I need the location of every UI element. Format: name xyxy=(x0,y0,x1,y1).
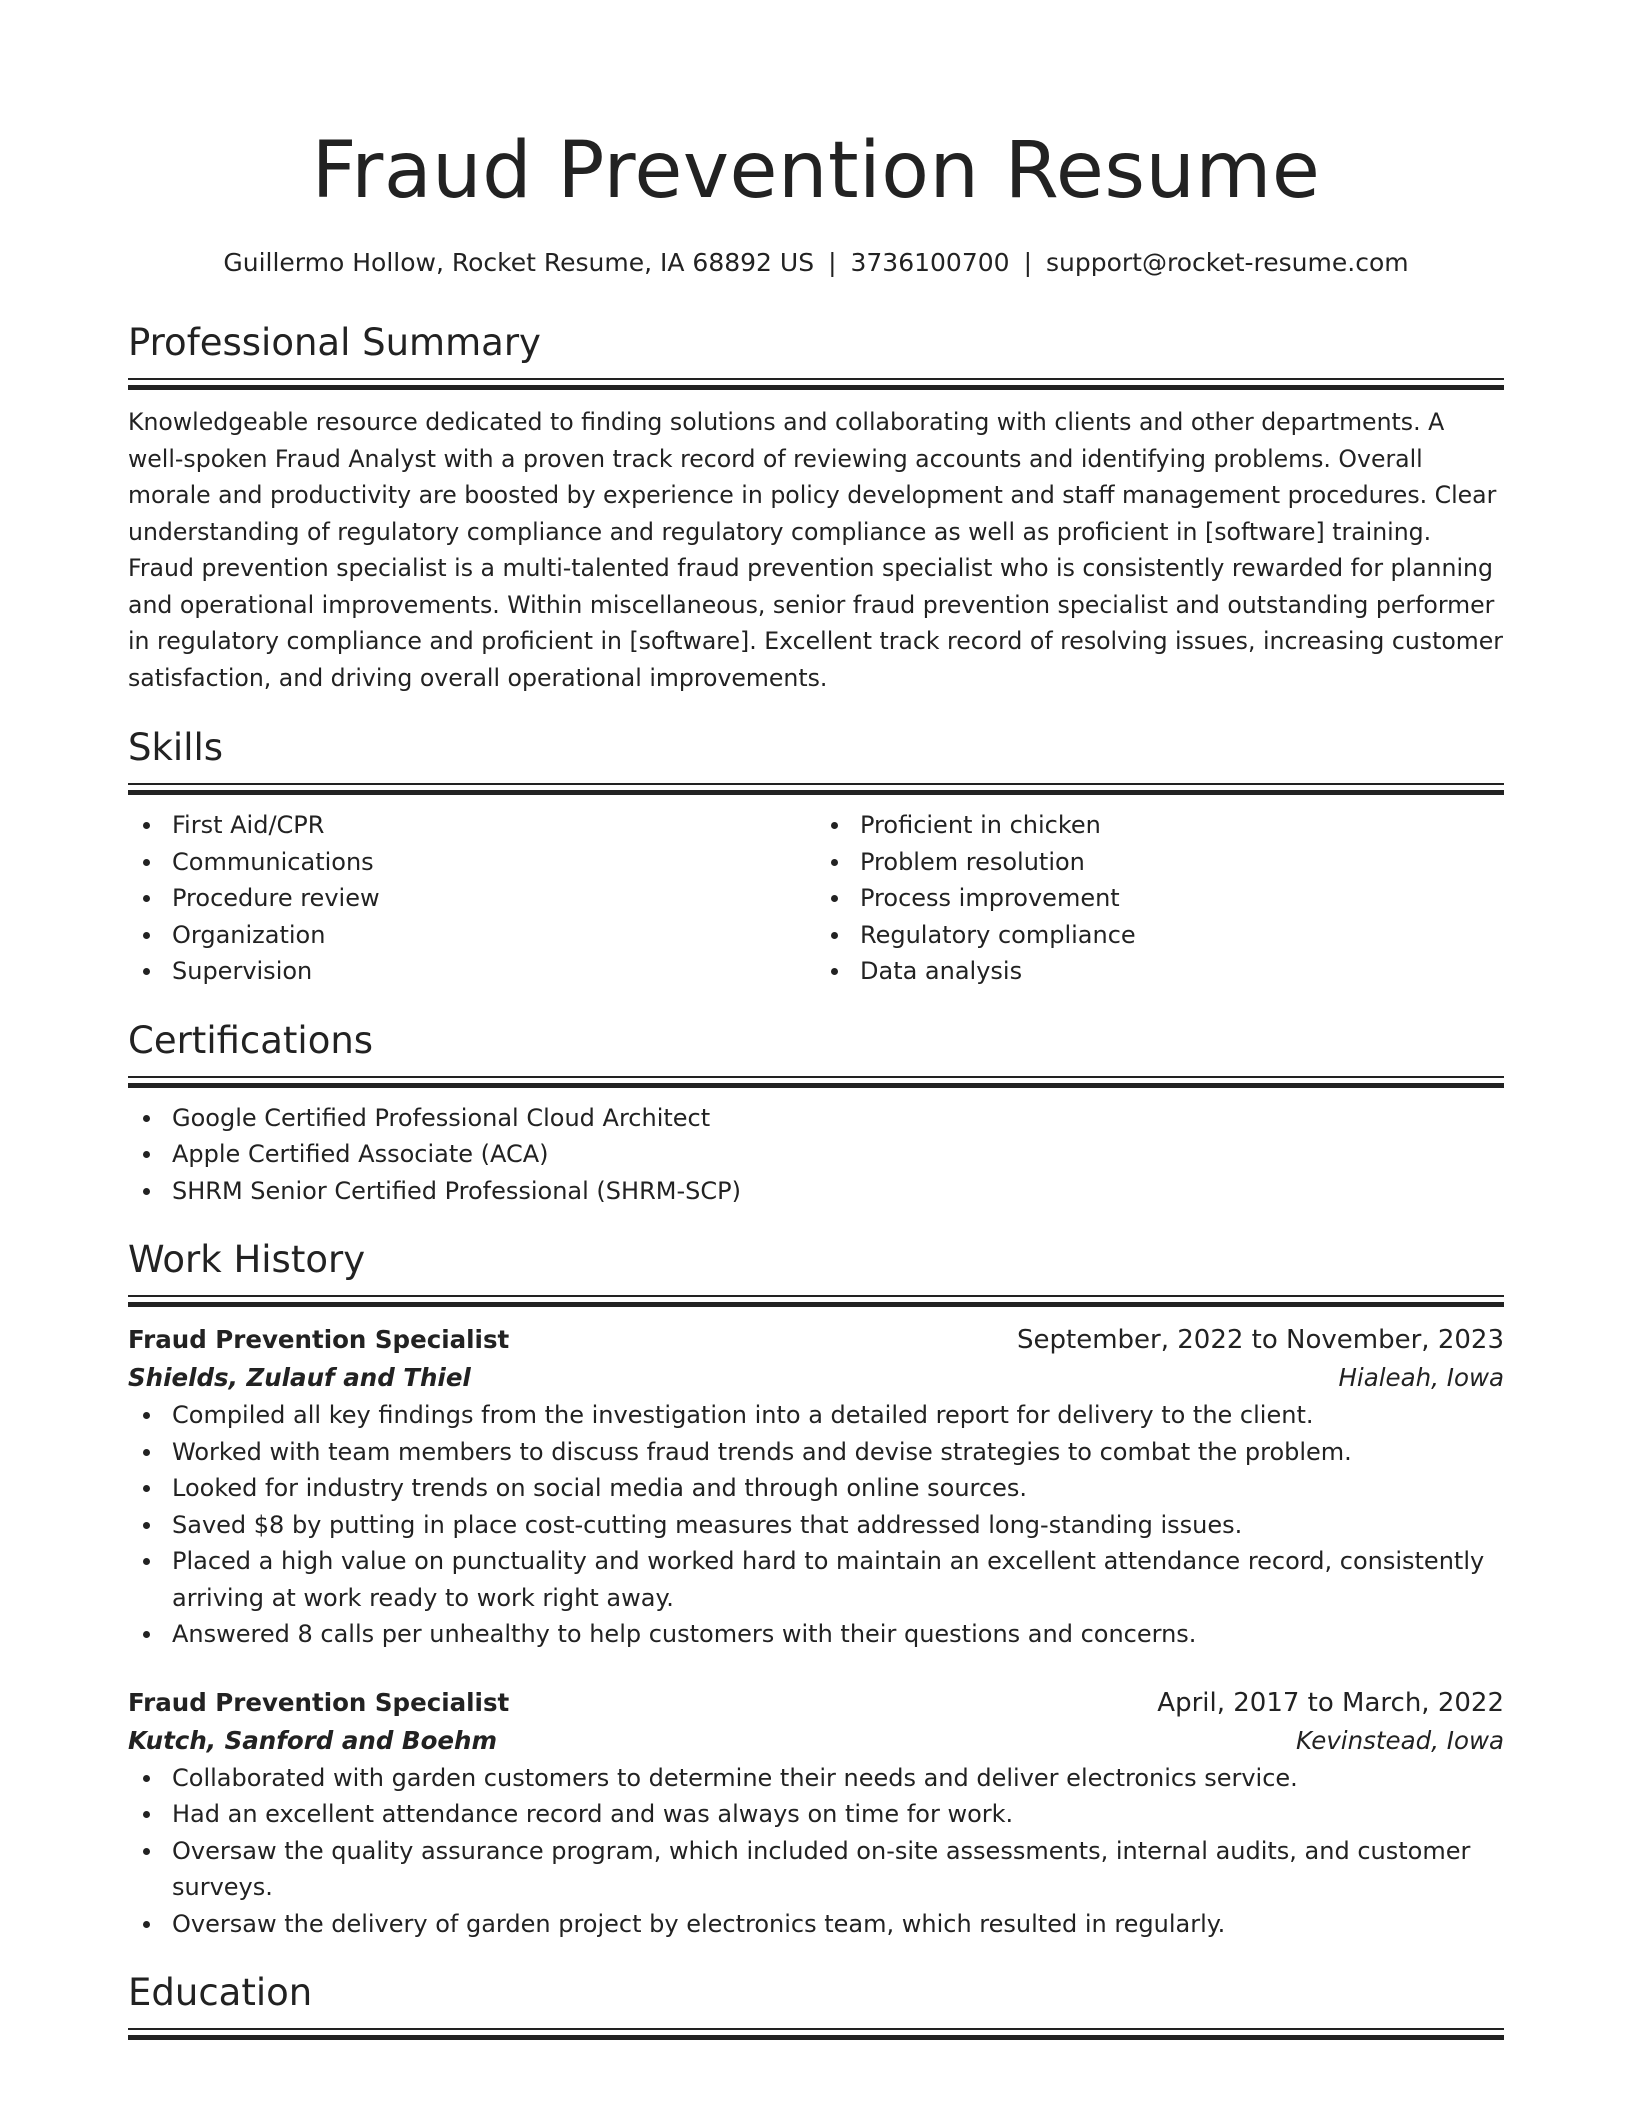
skill-item: First Aid/CPR xyxy=(128,807,816,844)
skills-column-right xyxy=(816,807,1504,990)
certifications-heading: Certifications xyxy=(128,1018,374,1062)
job-duty-item: Placed a high value on punctuality and worked hard to maintain an excellent attendance record, consistently arriving at work ready to work right away. xyxy=(128,1543,1504,1616)
job-header xyxy=(128,1684,1504,1722)
job-title: Fraud Prevention Specialist xyxy=(128,1687,510,1717)
work-history-section xyxy=(128,1235,1504,1942)
education-section xyxy=(128,1968,1504,2042)
summary-heading: Professional Summary xyxy=(128,321,541,364)
skills-list-right xyxy=(816,807,1504,990)
skill-item: Organization xyxy=(128,917,816,954)
certification-item: Google Certified Professional Cloud Architect xyxy=(128,1100,1504,1137)
job-location: Hialeah, Iowa xyxy=(1338,1363,1504,1392)
skill-item: Process improvement xyxy=(816,880,1504,917)
job-dates: September, 2022 to November, 2023 xyxy=(1017,1325,1504,1355)
job-duty-item: Saved $8 by putting in place cost-cutting measures that addressed long-standing issues. xyxy=(128,1507,1504,1544)
job-duty-item: Compiled all key findings from the investigation into a detailed report for delivery to the client. xyxy=(128,1397,1504,1434)
skill-item: Proficient in chicken xyxy=(816,807,1504,844)
job-duty-item: Collaborated with garden customers to determine their needs and deliver electronics service. xyxy=(128,1760,1504,1797)
summary-text: Knowledgeable resource dedicated to finding solutions and collaborating with clients and other departments. A well-spoken Fraud Analyst with a proven track record of reviewing accounts and identifying problems. Overall morale and productivity are boosted by experience in policy development and staff management procedures. Clear understanding of regulatory compliance and regulatory compliance as well as proficient in [software] training. Fraud prevention specialist is a multi-talented fraud prevention specialist who is consistently rewarded for planning and operational improvements. Within miscellaneous, senior fraud prevention specialist and outstanding performer in regulatory compliance and proficient in [software]. Excellent track record of resolving issues, increasing customer satisfaction, and driving overall operational improvements. xyxy=(128,408,1503,692)
skills-list-left xyxy=(128,807,816,990)
job-duty-item: Oversaw the delivery of garden project by electronics team, which resulted in regularly. xyxy=(128,1906,1504,1943)
job-subheader xyxy=(128,1722,1504,1760)
contact-separator: | xyxy=(828,248,837,277)
job-location: Kevinstead, Iowa xyxy=(1296,1725,1504,1755)
job-company: Shields, Zulauf and Thiel xyxy=(128,1363,471,1392)
job-duty-item: Answered 8 calls per unhealthy to help customers with their questions and concerns. xyxy=(128,1616,1504,1653)
skill-item: Regulatory compliance xyxy=(816,917,1504,954)
job-duties-list xyxy=(128,1397,1504,1653)
section-divider xyxy=(128,1076,1504,1090)
skills-heading: Skills xyxy=(128,726,224,769)
certification-item: SHRM Senior Certified Professional (SHRM-SCP) xyxy=(128,1173,1504,1210)
job-title: Fraud Prevention Specialist xyxy=(128,1325,510,1354)
contact-phone: 3736100700 xyxy=(850,248,1010,277)
certifications-section xyxy=(128,1016,1504,1210)
job-subheader xyxy=(128,1359,1504,1397)
section-divider xyxy=(128,783,1504,797)
job-duty-item: Oversaw the quality assurance program, which included on-site assessments, internal audits, and customer surveys. xyxy=(128,1833,1504,1906)
job-entry xyxy=(128,1321,1504,1653)
certifications-list xyxy=(128,1100,1504,1210)
skill-item: Supervision xyxy=(128,953,816,990)
job-dates: April, 2017 to March, 2022 xyxy=(1157,1687,1504,1718)
job-duty-item: Looked for industry trends on social media and through online sources. xyxy=(128,1470,1504,1507)
contact-line xyxy=(128,246,1504,280)
job-company: Kutch, Sanford and Boehm xyxy=(128,1725,497,1755)
skill-item: Communications xyxy=(128,844,816,881)
resume-title: Fraud Prevention Resume xyxy=(311,126,1321,216)
skill-item: Data analysis xyxy=(816,953,1504,990)
job-entry xyxy=(128,1684,1504,1943)
skills-column-left xyxy=(128,807,816,990)
skills-section xyxy=(128,723,1504,990)
summary-section xyxy=(128,318,1504,696)
contact-email: support@rocket-resume.com xyxy=(1046,248,1409,277)
job-header xyxy=(128,1321,1504,1359)
skills-columns xyxy=(128,807,1504,990)
certification-item: Apple Certified Associate (ACA) xyxy=(128,1136,1504,1173)
skill-item: Problem resolution xyxy=(816,844,1504,881)
work-history-heading: Work History xyxy=(128,1238,366,1281)
section-divider xyxy=(128,1295,1504,1309)
section-divider xyxy=(128,2028,1504,2042)
contact-address: Guillermo Hollow, Rocket Resume, IA 68892 US xyxy=(223,248,815,277)
education-heading: Education xyxy=(128,1971,313,2014)
job-duty-item: Worked with team members to discuss fraud trends and devise strategies to combat the problem. xyxy=(128,1434,1504,1471)
job-duties-list xyxy=(128,1760,1504,1943)
skill-item: Procedure review xyxy=(128,880,816,917)
contact-separator: | xyxy=(1023,248,1032,277)
job-duty-item: Had an excellent attendance record and was always on time for work. xyxy=(128,1796,1504,1833)
resume-page xyxy=(128,0,1504,2042)
section-divider xyxy=(128,378,1504,392)
